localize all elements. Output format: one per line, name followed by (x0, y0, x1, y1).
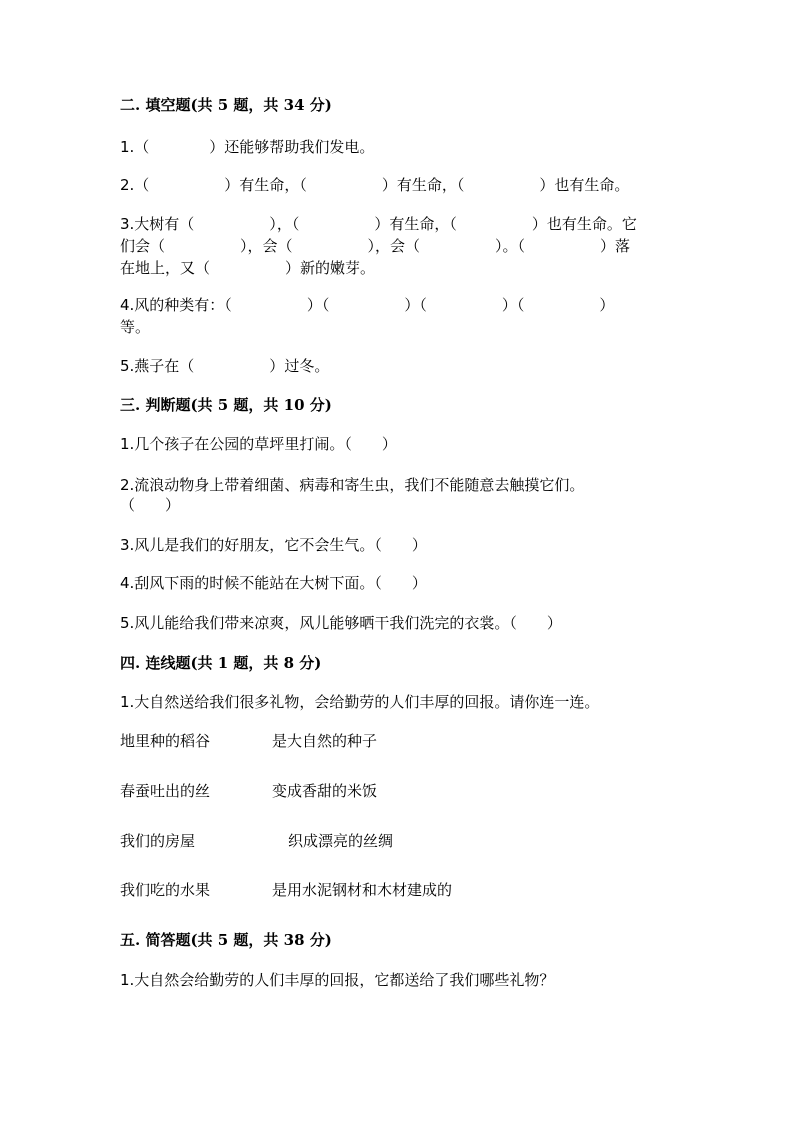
judge-question-1: 1.几个孩子在公园的草坪里打闹。（ ） (120, 435, 397, 453)
section-3-title: 三. 判断题(共 5 题，共 10 分) (120, 396, 332, 414)
section-5-title: 五. 简答题(共 5 题，共 38 分) (120, 931, 332, 949)
fill-question-3-line-1: 3.大树有（ ），（ ）有生命，（ ）也有生命。它 (120, 215, 637, 233)
short-answer-question-1: 1.大自然会给勤劳的人们丰厚的回报，它都送给了我们哪些礼物？ (120, 971, 555, 989)
section-2-title: 二. 填空题(共 5 题，共 34 分) (120, 96, 332, 114)
match-right-item: 是大自然的种子 (272, 732, 378, 750)
match-question-1: 1.大自然送给我们很多礼物，会给勤劳的人们丰厚的回报。请你连一连。 (120, 693, 600, 711)
match-right-item: 是用水泥钢材和木材建成的 (272, 881, 453, 899)
match-right-item: 织成漂亮的丝绸 (288, 832, 394, 850)
fill-question-3-line-2: 们会（ ），会（ ），会（ ）。（ ）落 (120, 237, 631, 255)
fill-question-4-line-1: 4.风的种类有：（ ）（ ）（ ）（ ） (120, 296, 615, 314)
fill-question-5: 5.燕子在（ ）过冬。 (120, 357, 330, 375)
judge-question-5: 5.风儿能给我们带来凉爽，风儿能够晒干我们洗完的衣裳。（ ） (120, 614, 562, 632)
section-4-title: 四. 连线题(共 1 题，共 8 分) (120, 654, 322, 672)
fill-question-2: 2.（ ）有生命，（ ）有生命，（ ）也有生命。 (120, 176, 630, 194)
match-left-item: 我们的房屋 (120, 832, 196, 850)
fill-question-1: 1.（ ）还能够帮助我们发电。 (120, 138, 375, 156)
judge-question-3: 3.风儿是我们的好朋友，它不会生气。（ ） (120, 536, 427, 554)
judge-question-2-line-1: 2.流浪动物身上带着细菌、病毒和寄生虫，我们不能随意去触摸它们。 (120, 476, 585, 494)
match-right-item: 变成香甜的米饭 (272, 782, 378, 800)
fill-question-4-line-2: 等。 (120, 318, 151, 336)
match-left-item: 我们吃的水果 (120, 881, 211, 899)
match-left-item: 地里种的稻谷 (120, 732, 211, 750)
match-left-item: 春蚕吐出的丝 (120, 782, 211, 800)
judge-question-4: 4.刮风下雨的时候不能站在大树下面。（ ） (120, 574, 427, 592)
judge-question-2-line-2: （ ） (120, 496, 181, 514)
fill-question-3-line-3: 在地上，又（ ）新的嫩芽。 (120, 259, 376, 277)
